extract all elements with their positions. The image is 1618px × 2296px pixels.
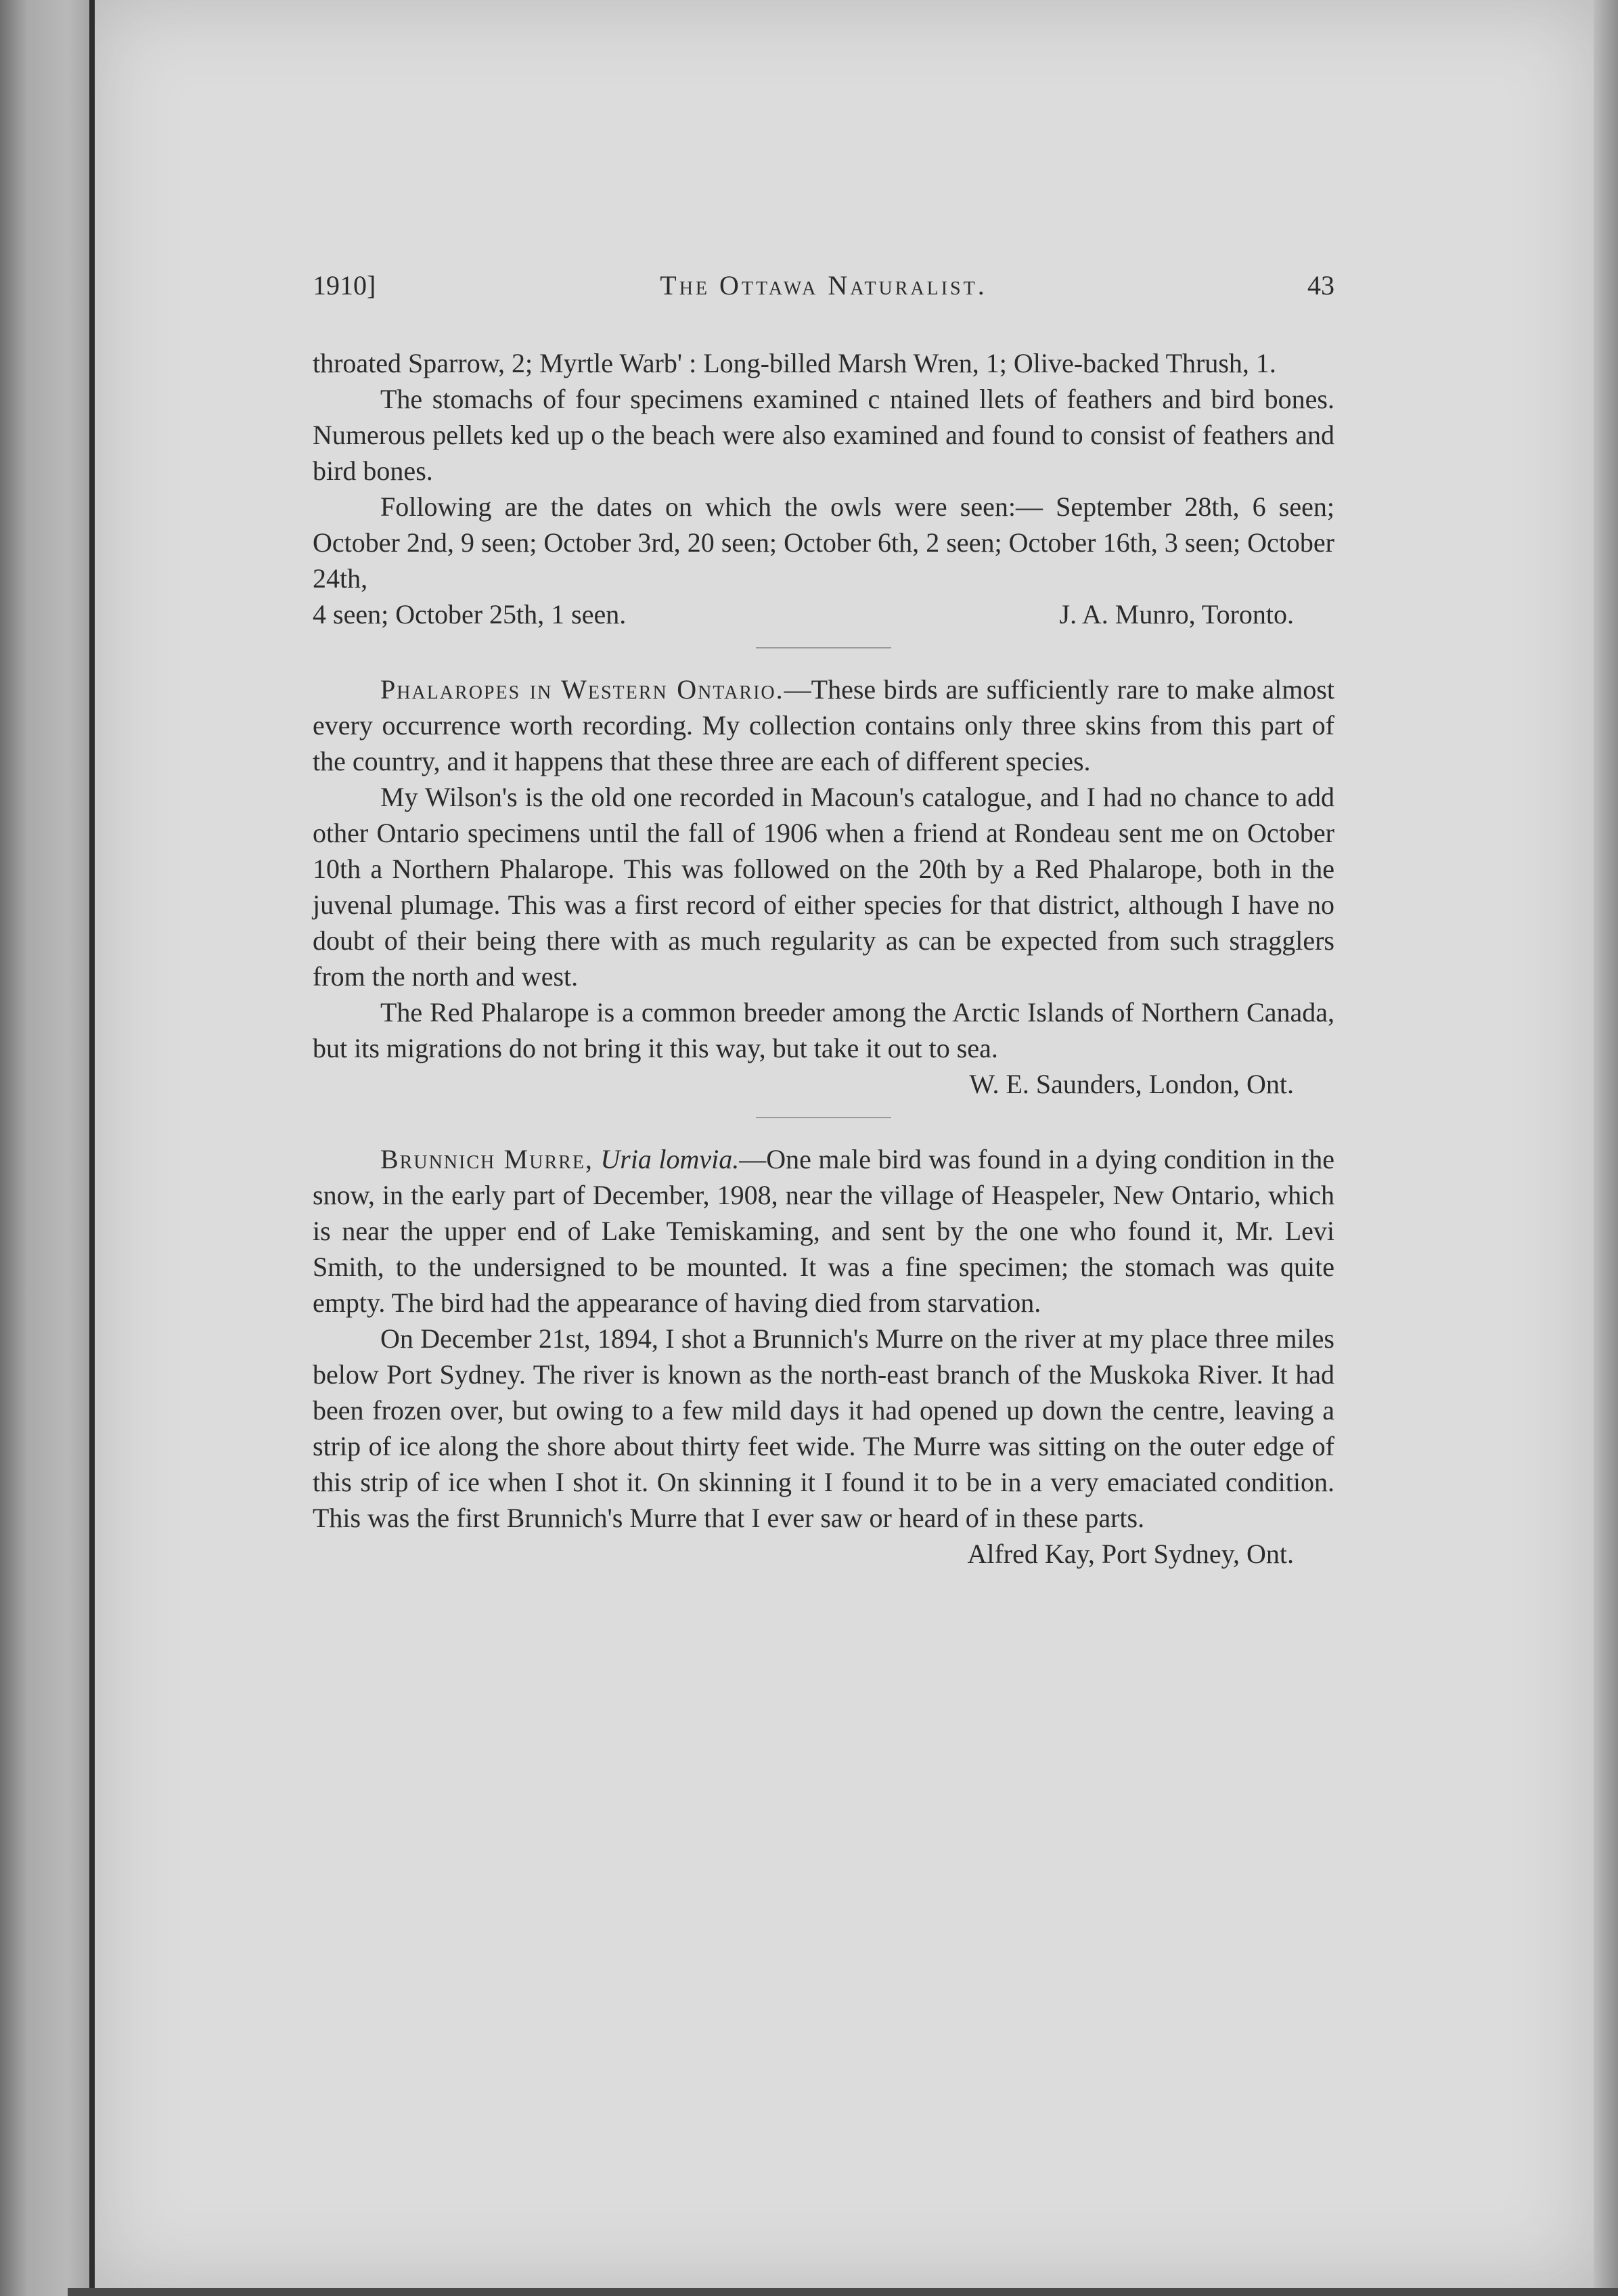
page-content bbox=[313, 267, 1334, 1572]
scan-margin-left bbox=[0, 0, 95, 2296]
page-edge-bottom bbox=[68, 2288, 1618, 2296]
paragraph bbox=[313, 1141, 1334, 1321]
paragraph-text: —One male bird was found in a dying condition in the snow, in the early part of December, 1908, near the village of Heaspeler, New Ontario, which is near the upper end of Lake Temiskaming, and sent by the one who found it, Mr. Levi Smith, to the undersigned to be mounted. It was a fine specimen; the stomach was quite empty. The bird had the appearance of having died from starvation. bbox=[313, 1144, 1334, 1318]
paragraph: throated Sparrow, 2; Myrtle Warb' : Long-billed Marsh Wren, 1; Olive-backed Thrush, 1. bbox=[313, 348, 1276, 378]
paragraph: Following are the dates on which the owls were seen:— September 28th, 6 seen; October 2nd, 9 seen; October 3rd, 20 seen; October 6th, 2 seen; October 16th, 3 seen; October 24th, bbox=[313, 491, 1334, 594]
paragraph: My Wilson's is the old one recorded in Macoun's catalogue, and I had no chance to add other Ontario specimens until the fall of 1906 when a friend at Rondeau sent me on October 10th a Northern Phalarope. This was followed on the 20th by a Red Phalarope, both in the juvenal plumage. This was a first record of either species for that district, although I have no doubt of their being there with as much regularity as can be expected from such stragglers from the north and west. bbox=[313, 782, 1334, 992]
page-number: 43 bbox=[1307, 270, 1334, 301]
running-head bbox=[313, 267, 1334, 308]
paragraph-tail: 4 seen; October 25th, 1 seen. bbox=[313, 599, 627, 630]
paragraph-end-with-signature bbox=[313, 596, 1334, 632]
paragraph: The Red Phalarope is a common breeder among the Arctic Islands of Northern Canada, but its migrations do not bring it this way, but take it out to sea. bbox=[313, 997, 1334, 1063]
running-head-title: The Ottawa Naturalist. bbox=[660, 270, 987, 301]
author-signature: J. A. Munro, Toronto. bbox=[1059, 599, 1294, 630]
section-divider bbox=[756, 647, 891, 648]
author-signature: Alfred Kay, Port Sydney, Ont. bbox=[967, 1539, 1294, 1569]
book-spine-edge bbox=[89, 0, 95, 2296]
paragraph bbox=[313, 671, 1334, 779]
article-title: Brunnich Murre, bbox=[380, 1144, 593, 1174]
article-owls bbox=[313, 345, 1334, 632]
article-phalaropes bbox=[313, 671, 1334, 1102]
running-head-year: 1910] bbox=[313, 270, 376, 301]
page-edge-right bbox=[1594, 0, 1618, 2296]
paragraph: On December 21st, 1894, I shot a Brunnich's Murre on the river at my place three miles below Port Sydney. The river is known as the north-east branch of the Muskoka River. It had been frozen over, but owing to a few mild days it had opened up down the centre, leaving a strip of ice along the shore about thirty feet wide. The Murre was sitting on the outer edge of this strip of ice when I shot it. On skinning it I found it to be in a very emaciated condition. This was the first Brunnich's Murre that I ever saw or heard of in these parts. bbox=[313, 1323, 1334, 1533]
article-title: Phalaropes in Western Ontario. bbox=[380, 674, 784, 705]
section-divider bbox=[756, 1117, 891, 1118]
article-brunnich-murre bbox=[313, 1141, 1334, 1572]
author-signature: W. E. Saunders, London, Ont. bbox=[969, 1069, 1294, 1099]
latin-name: Uria lomvia. bbox=[600, 1144, 740, 1174]
paragraph-text: —These birds are sufficiently rare to make almost every occurrence worth recording. My collection contains only three skins from this part of the country, and it happens that these three are each of different species. bbox=[313, 674, 1335, 776]
paragraph: The stomachs of four specimens examined c ntained llets of feathers and bird bones. Numerous pellets ked up o the beach were also examined and found to consist of feathers and bird bones. bbox=[313, 384, 1334, 486]
